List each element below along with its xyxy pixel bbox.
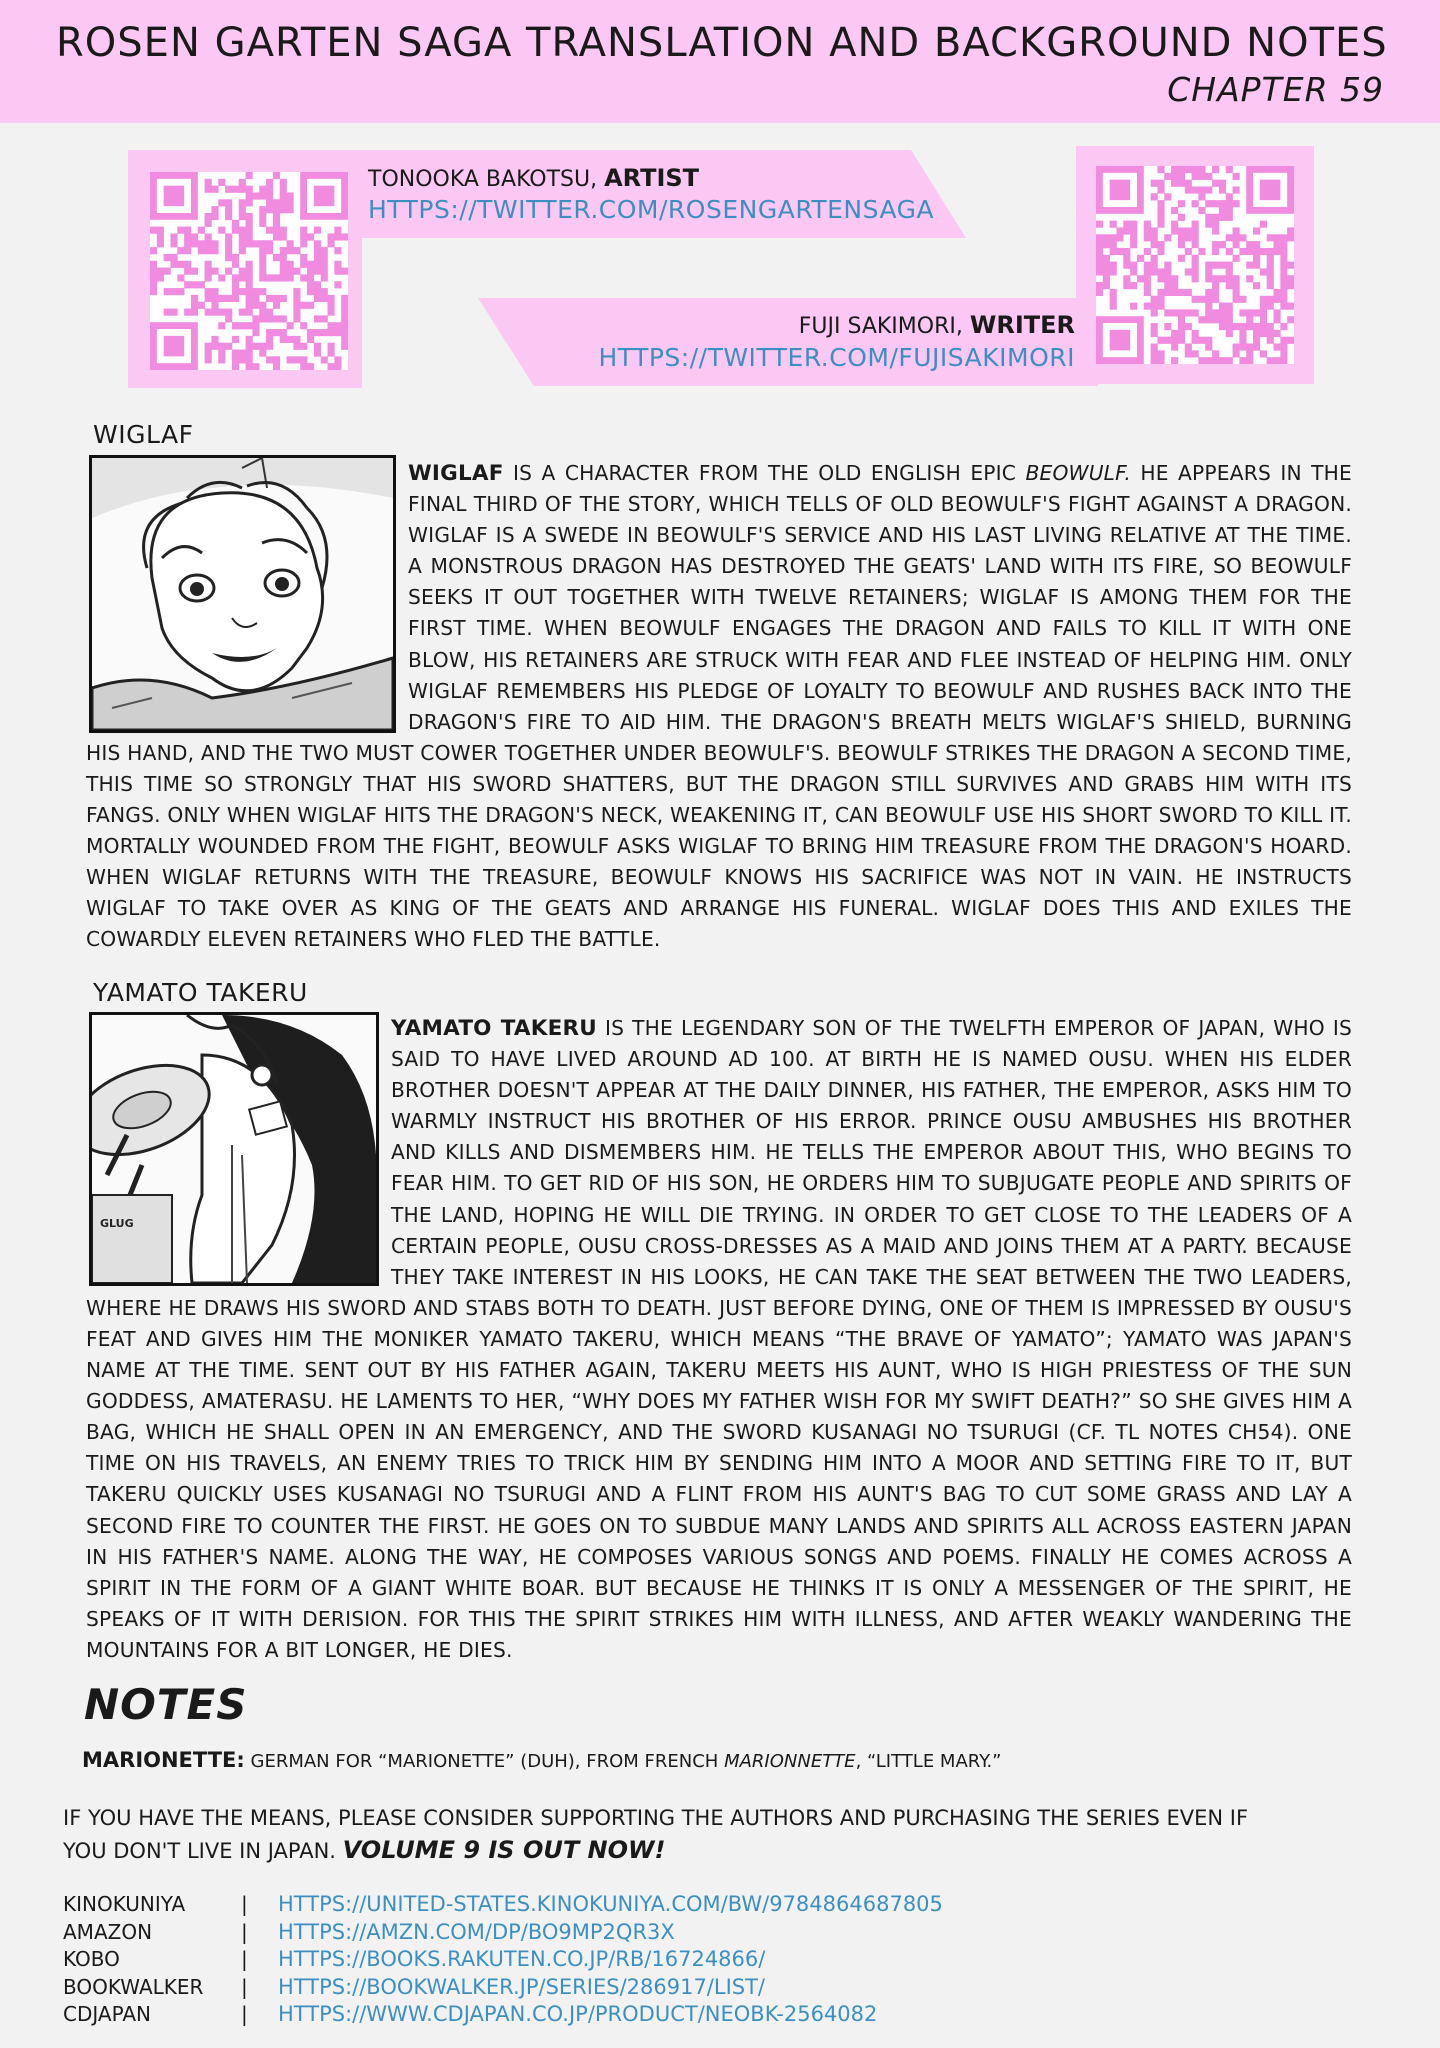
writer-qr-code[interactable] [1096, 166, 1294, 364]
note-term: MARIONETTE: [82, 1748, 245, 1772]
writer-credit [799, 311, 1075, 339]
retailer-separator: | [241, 1892, 248, 1916]
writer-role: WRITER [969, 311, 1075, 339]
retailer-separator: | [241, 1919, 248, 1944]
retailer-separator: | [241, 1974, 248, 1999]
retailer-name: CDJAPAN [63, 2002, 152, 2026]
wiglaf-title-italic: BEOWULF. [1025, 461, 1131, 485]
retailer-link[interactable]: HTTPS://BOOKWALKER.JP/SERIES/286917/LIST/ [278, 1974, 766, 1999]
yamato-body: IS THE LEGENDARY SON OF THE TWELFTH EMPEROR OF JAPAN, WHO IS SAID TO HAVE LIVED AROUND AD 100. AT BIRTH HE IS NAMED OUSU. WHEN HIS ELDER BROTHER DOESN'T APPEAR AT THE DAILY DINNER, HIS FATHER, THE EMPEROR, ASKS HIM TO WARMLY INSTRUCT HIS BROTHER OF HIS ERROR. PRINCE OUSU AMBUSHES HIS BROTHER AND KILLS AND DISMEMBERS HIM. HE TELLS THE EMPEROR ABOUT THIS, WHO BEGINS TO FEAR HIM. TO GET RID OF HIS SON, HE ORDERS HIM TO SUBJUGATE PEOPLE AND SPIRITS OF THE LAND, HOPING HE WILL DIE TRYING. IN ORDER TO GET CLOSE TO THE LEADERS OF A CERTAIN PEOPLE, OUSU CROSS-DRESSES AS A MAID AND JOINS THEM AT A PARTY. BECAUSE THEY TAKE INTEREST IN HIS LOOKS, HE CAN TAKE THE SEAT BETWEEN THE TWO LEADERS, WHERE HE DRAWS HIS SWORD AND STABS BOTH TO DEATH. JUST BEFORE DYING, ONE OF THEM IS IMPRESSED BY OUSU'S FEAT AND GIVES HIM THE MONIKER YAMATO TAKERU, WHICH MEANS “THE BRAVE OF YAMATO”; YAMATO WAS JAPAN'S NAME AT THE TIME. SENT OUT BY HIS FATHER AGAIN, TAKERU MEETS HIS AUNT, WHO IS HIGH PRIESTESS OF THE SUN GODDESS, AMATERASU. HE LAMENTS TO HER, “WHY DOES MY FATHER WISH FOR MY SWIFT DEATH?” SO SHE GIVES HIM A BAG, WHICH HE SHALL OPEN IN AN EMERGENCY, AND THE SWORD KUSANAGI NO TSURUGI (CF. TL NOTES CH54). ONE TIME ON HIS TRAVELS, AN ENEMY TRIES TO TRICK HIM BY SENDING HIM INTO A MOOR AND SETTING FIRE TO IT, BUT TAKERU QUICKLY USES KUSANAGI NO TSURUGI AND A FLINT FROM HIS AUNT'S BAG TO CUT SOME GRASS AND LAY A SECOND FIRE TO COUNTER THE FIRST. HE GOES ON TO SUBDUE MANY LANDS AND SPIRITS ALL ACROSS EASTERN JAPAN IN HIS FATHER'S NAME. ALONG THE WAY, HE COMPOSES VARIOUS SONGS AND POEMS. FINALLY HE COMES ACROSS A SPIRIT IN THE FORM OF A GIANT WHITE BOAR. BUT BECAUSE HE THINKS IT IS ONLY A MESSENGER OF THE SPIRIT, HE SPEAKS OF IT WITH DERISION. FOR THIS THE SPIRIT STRIKES HIM WITH ILLNESS, AND AFTER WEAKLY WANDERING THE MOUNTAINS FOR A BIT LONGER, HE DIES. [86, 1016, 1353, 1662]
retailer-name: KINOKUNIYA [63, 1892, 186, 1916]
notes-heading: NOTES [84, 1680, 248, 1729]
wiglaf-body-2: HE APPEARS IN THE FINAL THIRD OF THE STORY, WHICH TELLS OF OLD BEOWULF'S FIGHT AGAINST A DRAGON. WIGLAF IS A SWEDE IN BEOWULF'S SERVICE AND HIS LAST LIVING RELATIVE AT THE TIME. A MONSTROUS DRAGON HAS DESTROYED THE GEATS' LAND WITH ITS FIRE, SO BEOWULF SEEKS IT OUT TOGETHER WITH TWELVE RETAINERS; WIGLAF IS AMONG THEM FOR THE FIRST TIME. WHEN BEOWULF ENGAGES THE DRAGON AND FAILS TO KILL IT WITH ONE BLOW, HIS RETAINERS ARE STRUCK WITH FEAR AND FLEE INSTEAD OF HELPING HIM. ONLY WIGLAF REMEMBERS HIS PLEDGE OF LOYALTY TO BEOWULF AND RUSHES BACK INTO THE DRAGON'S FIRE TO AID HIM. THE DRAGON'S BREATH MELTS WIGLAF'S SHIELD, BURNING HIS HAND, AND THE TWO MUST COWER TOGETHER UNDER BEOWULF'S. BEOWULF STRIKES THE DRAGON A SECOND TIME, THIS TIME SO STRONGLY THAT HIS SWORD SHATTERS, BUT THE DRAGON STILL SURVIVES AND GRABS HIM WITH ITS FANGS. ONLY WHEN WIGLAF HITS THE DRAGON'S NECK, WEAKENING IT, CAN BEOWULF USE HIS SHORT SWORD TO KILL IT. MORTALLY WOUNDED FROM THE FIGHT, BEOWULF ASKS WIGLAF TO BRING HIM TREASURE FROM THE DRAGON'S HOARD. WHEN WIGLAF RETURNS WITH THE TREASURE, BEOWULF KNOWS HIS SACRIFICE WAS NOT IN VAIN. HE INSTRUCTS WIGLAF TO TAKE OVER AS KING OF THE GEATS AND ARRANGE HIS FUNERAL. WIGLAF DOES THIS AND EXILES THE COWARDLY ELEVEN RETAINERS WHO FLED THE BATTLE. [86, 461, 1352, 952]
artist-role: ARTIST [604, 164, 700, 192]
retailer-link[interactable]: HTTPS://BOOKS.RAKUTEN.CO.JP/RB/16724866/ [278, 1947, 766, 1971]
note-text-1: GERMAN FOR “MARIONETTE” (DUH), FROM FRENCH [244, 1751, 725, 1772]
yamato-lead: YAMATO TAKERU [391, 1016, 597, 1041]
chapter-label: CHAPTER 59 [1167, 70, 1384, 109]
retailer-name: BOOKWALKER [63, 1974, 204, 1999]
wiglaf-body-1: IS A CHARACTER FROM THE OLD ENGLISH EPIC [503, 461, 1026, 485]
glug-sfx: GLUG [100, 1217, 134, 1230]
support-text: IF YOU HAVE THE MEANS, PLEASE CONSIDER SUPPORTING THE AUTHORS AND PURCHASING THE SERIES EVEN IF YOU DON'T LIVE IN JAPAN. [63, 1806, 1249, 1863]
note-text-2: , “LITTLE MARY.” [855, 1751, 1002, 1772]
retailer-link[interactable]: HTTPS://WWW.CDJAPAN.CO.JP/PRODUCT/NEOBK-2564082 [278, 2002, 878, 2026]
page-header [0, 0, 1440, 123]
artist-credit [368, 164, 699, 192]
support-message [63, 1802, 1293, 1867]
retailer-link[interactable]: HTTPS://UNITED-STATES.KINOKUNIYA.COM/BW/9784864687805 [278, 1892, 943, 1916]
retailer-name: AMAZON [63, 1919, 153, 1944]
note-italic: MARIONNETTE [724, 1751, 856, 1772]
retailer-link[interactable]: HTTPS://AMZN.COM/DP/BO9MP2QR3X [278, 1919, 675, 1944]
wiglaf-heading: WIGLAF [93, 420, 194, 449]
support-emphasis: VOLUME 9 IS OUT NOW! [342, 1836, 666, 1864]
page-title: ROSEN GARTEN SAGA TRANSLATION AND BACKGROUND NOTES [56, 20, 1388, 66]
retailer-name: KOBO [63, 1947, 120, 1971]
retailer-separator: | [241, 2002, 248, 2026]
yamato-text [86, 1013, 1352, 1666]
artist-name: TONOOKA BAKOTSU, [368, 167, 605, 192]
wiglaf-text [86, 458, 1352, 956]
artist-qr-code[interactable] [150, 172, 348, 370]
wiglaf-lead: WIGLAF [408, 461, 504, 486]
artist-twitter-link[interactable]: HTTPS://TWITTER.COM/ROSENGARTENSAGA [368, 195, 935, 224]
yamato-heading: YAMATO TAKERU [93, 978, 308, 1007]
writer-twitter-link[interactable]: HTTPS://TWITTER.COM/FUJISAKIMORI [598, 343, 1075, 372]
writer-name: FUJI SAKIMORI, [798, 314, 970, 339]
retailer-separator: | [241, 1947, 248, 1971]
note-marionette [82, 1748, 1002, 1772]
